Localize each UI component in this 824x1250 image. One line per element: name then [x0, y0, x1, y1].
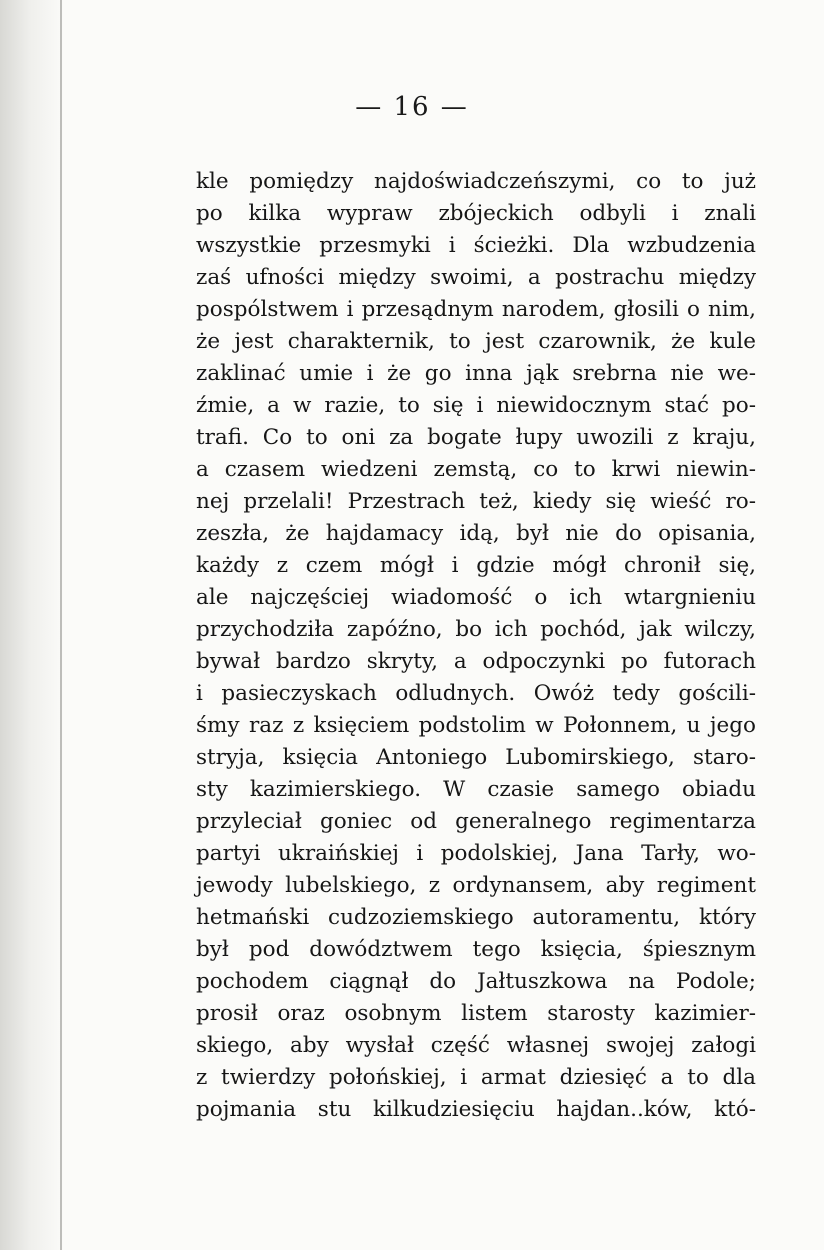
- text-line: i pasieczyskach odludnych. Owóż tedy gościli-: [196, 681, 756, 706]
- text-line: zaklinać umie i że go inna jąk srebrna nie we-: [196, 361, 756, 386]
- text-line: był pod dowództwem tego księcia, śpiesznym: [196, 937, 756, 962]
- text-line: skiego, aby wysłał część własnej swojej załogi: [196, 1033, 756, 1058]
- text-line: z twierdzy połońskiej, i armat dziesięć a to dla: [196, 1065, 756, 1090]
- text-line: partyi ukraińskiej i podolskiej, Jana Tarły, wo-: [196, 841, 756, 866]
- text-line: każdy z czem mógł i gdzie mógł chronił się,: [196, 553, 756, 578]
- text-line: prosił oraz osobnym listem starosty kazimier-: [196, 1001, 756, 1026]
- text-line: zaś ufności między swoimi, a postrachu między: [196, 265, 756, 290]
- text-line: kle pomiędzy najdoświadczeńszymi, co to już: [196, 169, 756, 194]
- text-line: bywał bardzo skryty, a odpoczynki po futorach: [196, 649, 756, 674]
- text-line: jewody lubelskiego, z ordynansem, aby regiment: [196, 873, 756, 898]
- page-number-header: — 16 —: [355, 92, 469, 122]
- text-line: hetmański cudzoziemskiego autoramentu, który: [196, 905, 756, 930]
- text-line: zeszła, że hajdamacy idą, był nie do opisania,: [196, 521, 756, 546]
- text-line: śmy raz z księciem podstolim w Połonnem, u jego: [196, 713, 756, 738]
- text-line: wszystkie przesmyki i ścieżki. Dla wzbudzenia: [196, 233, 756, 258]
- text-line: stryja, księcia Antoniego Lubomirskiego, staro-: [196, 745, 756, 770]
- text-line: przyleciał goniec od generalnego regimentarza: [196, 809, 756, 834]
- text-line: sty kazimierskiego. W czasie samego obiadu: [196, 777, 756, 802]
- text-line: że jest charakternik, to jest czarownik, że kule: [196, 329, 756, 354]
- text-line: źmie, a w razie, to się i niewidocznym stać po-: [196, 393, 756, 418]
- text-line: przychodziła zapóźno, bo ich pochód, jak wilczy,: [196, 617, 756, 642]
- text-line: nej przelali! Przestrach też, kiedy się wieść ro-: [196, 489, 756, 514]
- text-line: a czasem wiedzeni zemstą, co to krwi niewin-: [196, 457, 756, 482]
- text-line: pojmania stu kilkudziesięciu hajdan..ków, któ-: [196, 1097, 756, 1122]
- text-line: pospólstwem i przesądnym narodem, głosili o nim,: [196, 297, 756, 322]
- page-binding-shadow: [0, 0, 64, 1250]
- body-text: [196, 166, 756, 1126]
- text-line: po kilka wypraw zbójeckich odbyli i znali: [196, 201, 756, 226]
- text-line: ale najczęściej wiadomość o ich wtargnieniu: [196, 585, 756, 610]
- text-line: pochodem ciągnął do Jałtuszkowa na Podole;: [196, 969, 756, 994]
- page-edge-line: [60, 0, 62, 1250]
- text-line: trafi. Co to oni za bogate łupy uwozili z kraju,: [196, 425, 756, 450]
